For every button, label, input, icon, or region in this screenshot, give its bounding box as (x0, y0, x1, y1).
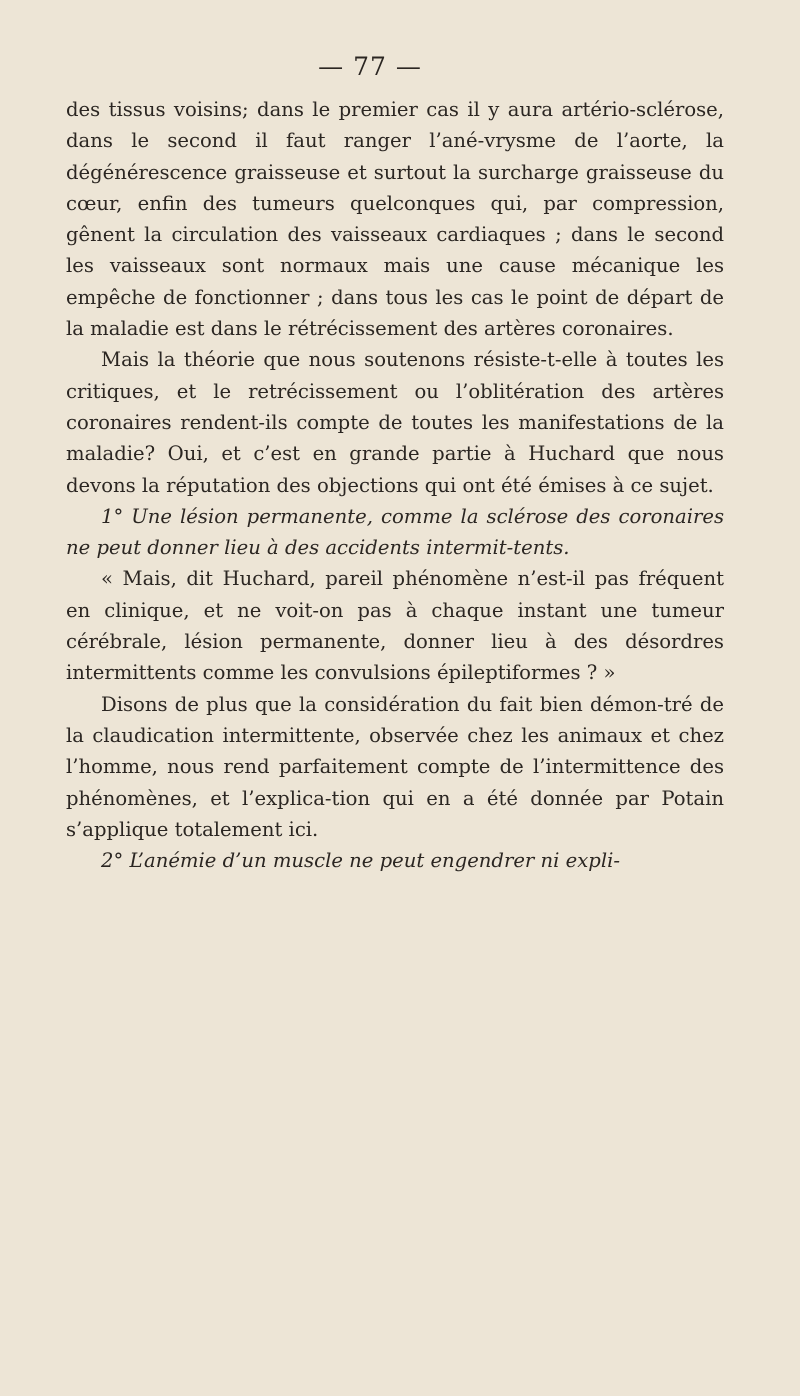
body-text (66, 94, 724, 876)
section-heading-1: 1° Une lésion permanente, comme la sclérose des coronaires ne peut donner lieu à des accidents intermit-tents. (66, 504, 724, 560)
paragraph-claudication: Disons de plus que la considération du fait bien démon-tré de la claudication intermittente, observée chez les animaux et chez l’homme, nous rend parfaitement compte de l’intermittence des phénomènes, et l’explica-tion qui en a été donnée par Potain s’applique totalement ici. (66, 692, 724, 841)
paragraph-theory-question: Mais la théorie que nous soutenons résiste-t-elle à toutes les critiques, et le retrécissement ou l’oblitération des artères coronaires rendent-ils compte de toutes les manifestations de la maladie? Oui, et c’est en grande partie à Huchard que nous devons la réputation des objections qui ont été émises à ce sujet. (66, 348, 724, 497)
paragraph-huchard-quote: « Mais, dit Huchard, pareil phénomène n’est-il pas fréquent en clinique, et ne voit-on pas à chaque instant une tumeur cérébrale, lésion permanente, donner lieu à des désordres intermittents comme les convulsions épileptiformes ? » (66, 567, 724, 685)
page-number: — 77 — (318, 52, 422, 81)
section-heading-2: 2° L’anémie d’un muscle ne peut engendrer ni expli- (101, 849, 620, 873)
paragraph-continuation: des tissus voisins; dans le premier cas il y aura artério-sclérose, dans le second il faut ranger l’ané-vrysme de l’aorte, la dégénérescence graisseuse et surtout la surcharge graisseuse du cœur, enfin des tumeurs quelconques qui, par compression, gênent la circulation des vaisseaux cardiaques ; dans le second les vaisseaux sont normaux mais une cause mécanique les empêche de fonctionner ; dans tous les cas le point de départ de la maladie est dans le rétrécissement des artères coronaires. (66, 98, 724, 341)
